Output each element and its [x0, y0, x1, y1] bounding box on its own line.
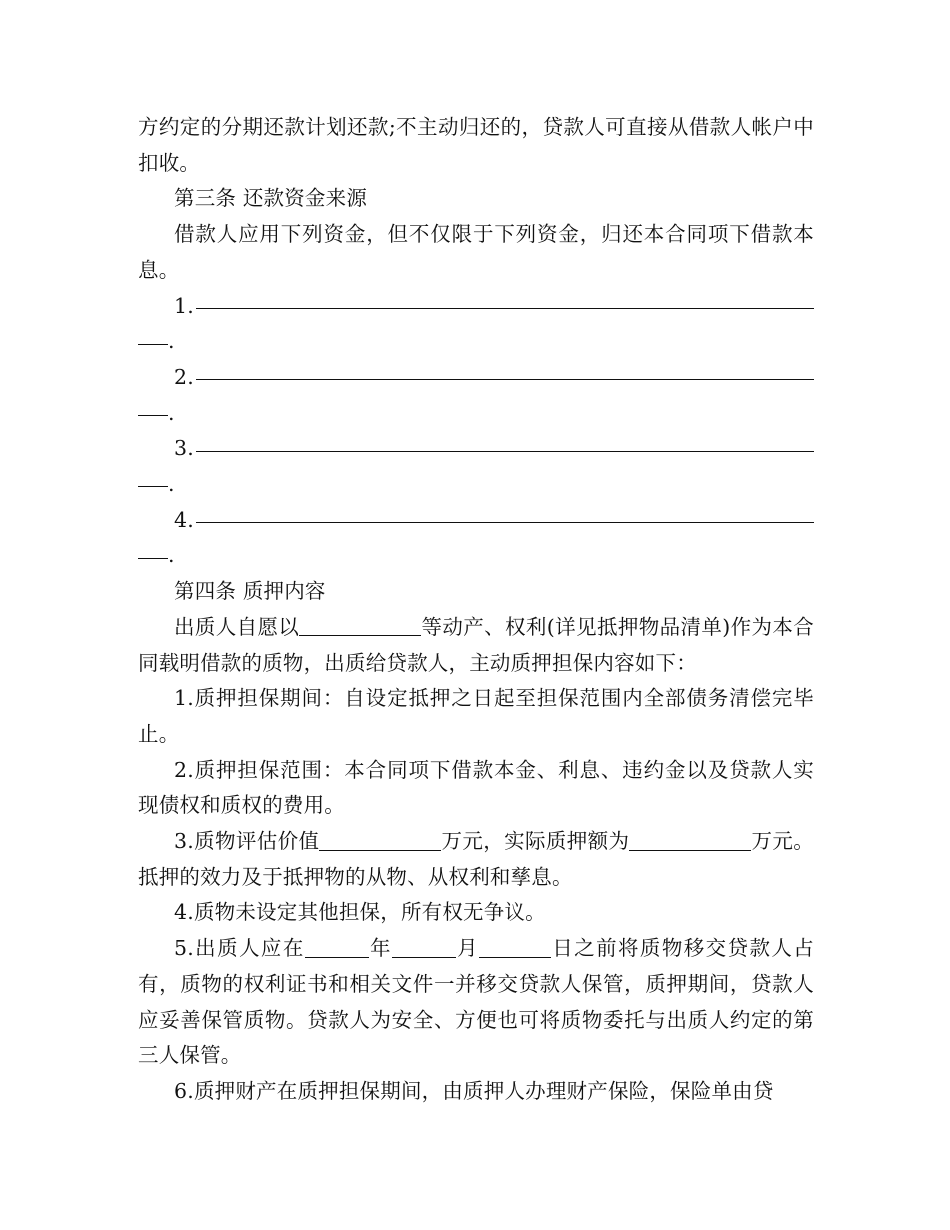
repayment-source-item-4 [138, 503, 814, 574]
blank-line [196, 287, 814, 309]
text-run: 等动产、权利(详见抵押物品清单)作为本合同载明借款的质物，出质给贷款人，主动质押担保内容如下： [138, 614, 814, 675]
text-run: 5.出质人应在 [174, 936, 305, 961]
clause-insurance: 6.质押财产在质押担保期间，由质押人办理财产保险，保险单由贷 [174, 1078, 774, 1103]
clause-pledge-value [138, 824, 814, 895]
blank-collateral [299, 615, 421, 637]
blank-line-tail [138, 394, 168, 416]
text-run: 年 [368, 936, 392, 961]
article-4-intro [138, 610, 814, 681]
text-run: 万元。抵押的效力及于抵押物的从物、从权利和孳息。 [138, 829, 814, 889]
text-run: 日之前将质物移交贷款人占有，质物的权利证书和相关文件一并移交贷款人保管，质押期间，贷款人应妥善保管质物。贷款人为安全、方便也可将质物委托与出质人约定的第三人保管。 [138, 936, 815, 1068]
blank-month [392, 936, 456, 958]
blank-appraised-value [319, 829, 441, 851]
line-end-mark: . [168, 329, 175, 354]
repayment-source-item-3 [138, 431, 814, 502]
blank-line [196, 502, 814, 524]
article-4-title: 第四条 质押内容 [174, 579, 326, 604]
clause-pledge-period: 1.质押担保期间：自设定抵押之日起至担保范围内全部债务清偿完毕止。 [138, 686, 814, 746]
document-page [138, 110, 814, 1110]
article-3-title: 第三条 还款资金来源 [174, 186, 368, 211]
repayment-source-item-2 [138, 360, 814, 431]
blank-line [196, 430, 814, 452]
blank-line-tail [138, 466, 168, 488]
line-end-mark: . [168, 543, 175, 568]
blank-line [196, 359, 814, 381]
blank-year [305, 936, 369, 958]
text-run: 万元，实际质押额为 [441, 829, 630, 854]
item-number: 1. [174, 293, 194, 318]
item-number: 4. [174, 507, 194, 532]
clause-no-other-guarantee: 4.质物未设定其他担保，所有权无争议。 [174, 900, 546, 925]
article-3-body: 借款人应用下列资金，但不仅限于下列资金，归还本合同项下借款本息。 [138, 222, 814, 282]
repayment-source-item-1 [138, 289, 814, 360]
text-run: 出质人自愿以 [174, 614, 300, 639]
clause-pledge-scope: 2.质押担保范围：本合同项下借款本金、利息、违约金以及贷款人实现债权和质权的费用。 [138, 757, 814, 818]
blank-line-tail [138, 537, 168, 559]
clause-delivery [138, 931, 814, 1074]
blank-day [479, 936, 551, 958]
item-number: 3. [174, 436, 194, 461]
paragraph-repayment-continued: 方约定的分期还款计划还款;不主动归还的，贷款人可直接从借款人帐户中扣收。 [138, 115, 814, 175]
item-number: 2. [174, 364, 194, 389]
blank-pledge-amount [629, 829, 751, 851]
line-end-mark: . [168, 472, 175, 497]
line-end-mark: . [168, 400, 175, 425]
text-run: 3.质物评估价值 [174, 829, 320, 854]
text-run: 月 [455, 936, 480, 961]
blank-line-tail [138, 323, 168, 345]
